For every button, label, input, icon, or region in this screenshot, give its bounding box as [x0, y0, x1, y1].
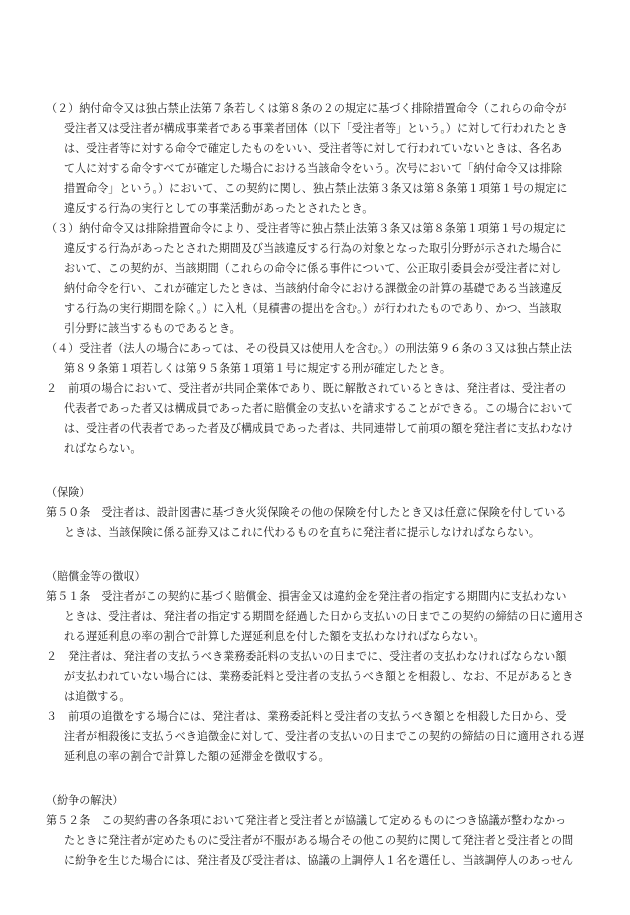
article-50-line-1: 第５０条 受注者は、設計図書に基づき火災保険その他の保険を付したとき又は任意に保険を付している: [46, 506, 567, 519]
article-52-line-2: たときに発注者が定めたものに受注者が不服がある場合その他この契約に関して発注者と受注者との間: [64, 834, 574, 847]
article-51-para-3-line-1: ３ 前項の追徴をする場合には、発注者は、業務委託料と受注者の支払うべき額とを相殺した日から、受: [46, 710, 567, 723]
item-2-line-4: て人に対する命令すべてが確定した場合における当該命令をいう。次号において「納付命令又は排除: [64, 162, 562, 175]
para-2-line-2: 代表者であった者又は構成員であった者に賠償金の支払いを請求することができる。この場合において: [64, 402, 573, 415]
item-3-line-5: する行為の実行期間を除く。）に入札（見積書の提出を含む。）が行われたものであり、かつ、当該取: [64, 302, 562, 315]
item-3-line-1: （３）納付命令又は排除措置命令により、受注者等に独占禁止法第３条又は第８条第１項第１号の規定に: [46, 222, 567, 235]
item-4-line-2: 第８９条第１項若しくは第９５条第１項第１号に規定する刑が確定したとき。: [64, 362, 451, 375]
item-2-line-5: 措置命令」という。）において、この契約に関し、独占禁止法第３条又は第８条第１項第１号の規定に: [64, 182, 568, 195]
article-51-line-1: 第５１条 受注者がこの契約に基づく賠償金、損害金又は違約金を発注者の指定する期間内に支払わない: [46, 590, 567, 603]
item-2-line-1: （２）納付命令又は独占禁止法第７条若しくは第８条の２の規定に基づく排除措置命令（これらの命令が: [46, 102, 567, 115]
item-3-line-3: おいて、この契約が、当該期間（これらの命令に係る事件について、公正取引委員会が受注者に対し: [64, 262, 562, 275]
heading-dispute: （紛争の解決）: [46, 794, 124, 807]
article-51-para-2-line-1: ２ 発注者は、発注者の支払うべき業務委託料の支払いの日までに、受注者の支払わなければならない額: [46, 650, 567, 663]
item-2-line-3: は、受注者等に対する命令で確定したものをいい、受注者等に対して行われていないときは、各名あ: [64, 142, 563, 155]
para-2-line-4: ればならない。: [64, 442, 142, 455]
item-3-line-2: 違反する行為があったとされた期間及び当該違反する行為の対象となった取引分野が示された場合に: [64, 242, 563, 255]
heading-insurance: （保険）: [46, 486, 91, 499]
article-51-para-3-line-2: 注者が相殺後に支払うべき追徴金に対して、受注者の支払いの日までこの契約の締結の日に適用される遅: [64, 730, 585, 743]
article-52-line-1: 第５２条 この契約書の各条項において発注者と受注者とが協議して定めるものにつき協議が整わなかっ: [46, 814, 567, 827]
article-51-line-2: ときは、受注者は、発注者の指定する期間を経過した日から支払いの日までこの契約の締結の日に適用さ: [64, 610, 585, 623]
item-3-line-6: 引分野に該当するものであるとき。: [64, 322, 241, 335]
para-2-line-1: ２ 前項の場合において、受注者が共同企業体であり、既に解散されているときは、発注者は、受注者の: [46, 382, 567, 395]
item-2-line-2: 受注者又は受注者が構成事業者である事業者団体（以下「受注者等」という。）に対して行われたとき: [64, 122, 568, 135]
article-51-line-3: れる遅延利息の率の割合で計算した遅延利息を付した額を支払わなければならない。: [64, 630, 485, 643]
article-51-para-3-line-3: 延利息の率の割合で計算した額の延滞金を徴収する。: [64, 750, 330, 763]
para-2-line-3: は、受注者の代表者であった者及び構成員であった者は、共同連帯して前項の額を発注者に支払わなけ: [64, 422, 573, 435]
heading-collection: （賠償金等の徴収）: [46, 570, 146, 583]
item-3-line-4: 納付命令を行い、これが確定したときは、当該納付命令における課徴金の計算の基礎である当該違反: [64, 282, 563, 295]
item-2-line-6: 違反する行為の実行としての事業活動があったとされたとき。: [64, 202, 374, 215]
article-51-para-2-line-3: は追徴する。: [64, 690, 131, 703]
article-52-line-3: に紛争を生じた場合には、発注者及び受注者は、協議の上調停人１名を選任し、当該調停人のあっせん: [64, 854, 574, 867]
article-51-para-2-line-2: が支払われていない場合には、業務委託料と受注者の支払うべき額とを相殺し、なお、不足があるとき: [64, 670, 574, 683]
item-4-line-1: （４）受注者（法人の場合にあっては、その役員又は使用人を含む。）の刑法第９６条の３又は独占禁止法: [46, 342, 572, 355]
article-50-line-2: ときは、当該保険に係る証券又はこれに代わるものを直ちに発注者に提示しなければならない。: [64, 526, 540, 539]
